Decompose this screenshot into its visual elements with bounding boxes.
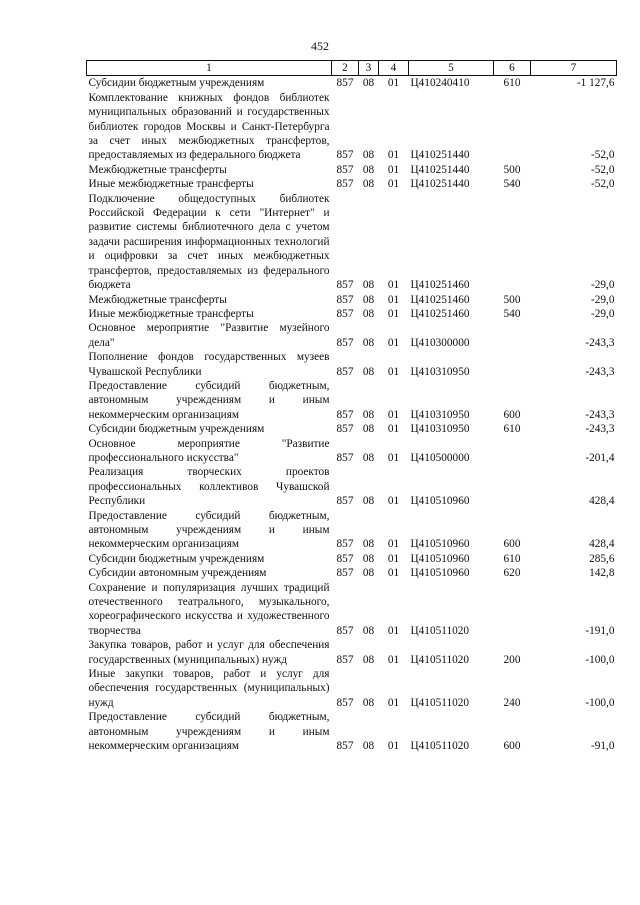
page-number: 452 bbox=[311, 39, 329, 53]
row-target-code: Ц410251440 bbox=[410, 163, 470, 176]
row-amount: -29,0 bbox=[590, 293, 615, 306]
table-header-row bbox=[87, 61, 617, 76]
row-admin-code: 857 bbox=[336, 624, 354, 637]
row-amount: 285,6 bbox=[589, 552, 615, 565]
row-name: Основное мероприятие "Развитие музейного дела" bbox=[88, 322, 330, 349]
row-admin-code: 857 bbox=[336, 567, 354, 580]
table-row bbox=[87, 163, 617, 177]
row-target-code: Ц410251440 bbox=[410, 149, 470, 162]
row-amount: -243,3 bbox=[585, 408, 615, 421]
row-section: 08 bbox=[362, 740, 375, 753]
row-name: Иные закупки товаров, работ и услуг для обеспечения государственных (муниципальных) нужд bbox=[88, 668, 330, 709]
row-name: Пополнение фондов государственных музеев Чувашской Республики bbox=[88, 351, 330, 378]
row-section: 08 bbox=[362, 336, 375, 349]
row-subsection: 01 bbox=[387, 178, 400, 191]
row-amount: -52,0 bbox=[590, 163, 615, 176]
row-expense-type: 540 bbox=[503, 307, 521, 320]
row-admin-code: 857 bbox=[336, 178, 354, 191]
row-section: 08 bbox=[362, 307, 375, 320]
table-row bbox=[87, 581, 617, 639]
row-target-code: Ц410310950 bbox=[410, 408, 470, 421]
row-section: 08 bbox=[362, 163, 375, 176]
row-amount: -1 127,6 bbox=[576, 77, 615, 90]
row-target-code: Ц410510960 bbox=[410, 552, 470, 565]
row-name: Предоставление субсидий бюджетным, автономным учреждениям и иным некоммерческим организациям bbox=[88, 509, 330, 551]
row-admin-code: 857 bbox=[336, 149, 354, 162]
row-admin-code: 857 bbox=[336, 307, 354, 320]
table-row bbox=[87, 350, 617, 379]
row-expense-type bbox=[494, 350, 531, 379]
column-header: 6 bbox=[494, 61, 531, 76]
row-section: 08 bbox=[362, 624, 375, 637]
row-target-code: Ц410251460 bbox=[410, 279, 470, 292]
row-expense-type: 600 bbox=[503, 538, 521, 551]
row-subsection: 01 bbox=[387, 279, 400, 292]
row-amount: -29,0 bbox=[590, 307, 615, 320]
row-target-code: Ц410500000 bbox=[410, 451, 470, 464]
row-section: 08 bbox=[362, 567, 375, 580]
table-row bbox=[87, 638, 617, 667]
row-subsection: 01 bbox=[387, 336, 400, 349]
row-expense-type bbox=[494, 437, 531, 466]
row-name: Подключение общедоступных библиотек Российской Федерации к сети "Интернет" и развитие системы библиотечного дела с учетом задачи расширения информационных технологий и оцифровки за счет иных межбюджетных трансфертов, предоставляемых из федерального бюджета bbox=[88, 192, 330, 292]
row-section: 08 bbox=[362, 77, 375, 90]
row-section: 08 bbox=[362, 552, 375, 565]
row-amount: -201,4 bbox=[585, 451, 615, 464]
row-target-code: Ц410310950 bbox=[410, 423, 470, 436]
table-row bbox=[87, 667, 617, 710]
row-subsection: 01 bbox=[387, 696, 400, 709]
row-subsection: 01 bbox=[387, 653, 400, 666]
row-admin-code: 857 bbox=[336, 740, 354, 753]
row-target-code: Ц410510960 bbox=[410, 567, 470, 580]
table-row bbox=[87, 422, 617, 436]
row-amount: -100,0 bbox=[585, 653, 615, 666]
row-admin-code: 857 bbox=[336, 451, 354, 464]
row-admin-code: 857 bbox=[336, 495, 354, 508]
row-subsection: 01 bbox=[387, 451, 400, 464]
row-amount: -29,0 bbox=[590, 279, 615, 292]
row-section: 08 bbox=[362, 538, 375, 551]
column-header: 2 bbox=[332, 61, 359, 76]
row-target-code: Ц410510960 bbox=[410, 495, 470, 508]
table-row bbox=[87, 76, 617, 91]
row-target-code: Ц410300000 bbox=[410, 336, 470, 349]
table-row bbox=[87, 192, 617, 293]
row-target-code: Ц410240410 bbox=[410, 77, 470, 90]
row-subsection: 01 bbox=[387, 149, 400, 162]
row-expense-type: 610 bbox=[503, 423, 521, 436]
table-row bbox=[87, 293, 617, 307]
row-expense-type: 540 bbox=[503, 178, 521, 191]
row-name: Основное мероприятие "Развитие профессионального искусства" bbox=[88, 437, 330, 464]
table-row bbox=[87, 465, 617, 508]
table-row bbox=[87, 307, 617, 321]
row-admin-code: 857 bbox=[336, 279, 354, 292]
table-row bbox=[87, 552, 617, 566]
row-name: Иные межбюджетные трансферты bbox=[88, 307, 254, 320]
row-admin-code: 857 bbox=[336, 365, 354, 378]
row-target-code: Ц410510960 bbox=[410, 538, 470, 551]
row-target-code: Ц410251460 bbox=[410, 307, 470, 320]
row-expense-type: 200 bbox=[503, 653, 521, 666]
row-admin-code: 857 bbox=[336, 552, 354, 565]
row-section: 08 bbox=[362, 279, 375, 292]
table-row bbox=[87, 509, 617, 552]
row-section: 08 bbox=[362, 653, 375, 666]
row-subsection: 01 bbox=[387, 538, 400, 551]
row-expense-type bbox=[494, 91, 531, 163]
row-section: 08 bbox=[362, 408, 375, 421]
row-target-code: Ц410511020 bbox=[410, 696, 470, 709]
row-name: Субсидии бюджетным учреждениям bbox=[88, 423, 265, 436]
row-target-code: Ц410251440 bbox=[410, 178, 470, 191]
row-target-code: Ц410310950 bbox=[410, 365, 470, 378]
row-expense-type bbox=[494, 465, 531, 508]
row-amount: -243,3 bbox=[585, 423, 615, 436]
row-expense-type bbox=[494, 321, 531, 350]
row-admin-code: 857 bbox=[336, 293, 354, 306]
row-section: 08 bbox=[362, 495, 375, 508]
row-expense-type: 600 bbox=[503, 740, 521, 753]
row-target-code: Ц410251460 bbox=[410, 293, 470, 306]
table-row bbox=[87, 379, 617, 422]
row-section: 08 bbox=[362, 149, 375, 162]
row-subsection: 01 bbox=[387, 77, 400, 90]
row-name: Реализация творческих проектов профессиональных коллективов Чувашской Республики bbox=[88, 466, 330, 508]
row-target-code: Ц410511020 bbox=[410, 740, 470, 753]
row-expense-type: 240 bbox=[503, 696, 521, 709]
row-amount: -52,0 bbox=[590, 149, 615, 162]
row-admin-code: 857 bbox=[336, 163, 354, 176]
row-name: Иные межбюджетные трансферты bbox=[88, 178, 254, 191]
row-expense-type: 610 bbox=[503, 552, 521, 565]
row-expense-type: 600 bbox=[503, 408, 521, 421]
table-row bbox=[87, 321, 617, 350]
row-section: 08 bbox=[362, 178, 375, 191]
row-expense-type: 500 bbox=[503, 163, 521, 176]
row-name: Субсидии бюджетным учреждениям bbox=[88, 77, 265, 90]
row-section: 08 bbox=[362, 293, 375, 306]
row-name: Сохранение и популяризация лучших традиций отечественного театрального, музыкального, хореографического искусства и художественного творчества bbox=[88, 581, 330, 637]
row-amount: -52,0 bbox=[590, 178, 615, 191]
row-section: 08 bbox=[362, 696, 375, 709]
row-section: 08 bbox=[362, 451, 375, 464]
row-amount: -191,0 bbox=[585, 624, 615, 637]
table-row bbox=[87, 177, 617, 191]
row-admin-code: 857 bbox=[336, 538, 354, 551]
row-amount: -91,0 bbox=[590, 740, 615, 753]
table-row bbox=[87, 566, 617, 580]
row-subsection: 01 bbox=[387, 423, 400, 436]
row-amount: -243,3 bbox=[585, 365, 615, 378]
row-name: Предоставление субсидий бюджетным, автономным учреждениям и иным некоммерческим организациям bbox=[88, 379, 330, 421]
row-admin-code: 857 bbox=[336, 423, 354, 436]
column-header: 3 bbox=[359, 61, 379, 76]
row-admin-code: 857 bbox=[336, 77, 354, 90]
row-subsection: 01 bbox=[387, 408, 400, 421]
row-name: Межбюджетные трансферты bbox=[88, 293, 227, 306]
row-admin-code: 857 bbox=[336, 653, 354, 666]
row-subsection: 01 bbox=[387, 293, 400, 306]
row-subsection: 01 bbox=[387, 567, 400, 580]
row-admin-code: 857 bbox=[336, 336, 354, 349]
column-header: 5 bbox=[409, 61, 494, 76]
table-body bbox=[87, 76, 617, 754]
column-header: 7 bbox=[531, 61, 617, 76]
row-section: 08 bbox=[362, 423, 375, 436]
row-admin-code: 857 bbox=[336, 408, 354, 421]
row-subsection: 01 bbox=[387, 624, 400, 637]
row-name: Закупка товаров, работ и услуг для обеспечения государственных (муниципальных) нужд bbox=[88, 639, 330, 666]
row-name: Комплектование книжных фондов библиотек муниципальных образований и государственных библиотек городов Москвы и Санкт-Петербурга за счет иных межбюджетных трансфертов, предоставляемых из федерального бюджета bbox=[88, 91, 330, 162]
row-expense-type: 500 bbox=[503, 293, 521, 306]
table-row bbox=[87, 710, 617, 753]
row-subsection: 01 bbox=[387, 163, 400, 176]
row-name: Субсидии автономным учреждениям bbox=[88, 567, 267, 580]
row-subsection: 01 bbox=[387, 307, 400, 320]
row-expense-type: 610 bbox=[503, 77, 521, 90]
row-subsection: 01 bbox=[387, 495, 400, 508]
row-target-code: Ц410511020 bbox=[410, 624, 470, 637]
row-target-code: Ц410511020 bbox=[410, 653, 470, 666]
row-name: Субсидии бюджетным учреждениям bbox=[88, 552, 265, 565]
budget-table bbox=[86, 60, 617, 754]
row-amount: -100,0 bbox=[585, 696, 615, 709]
row-subsection: 01 bbox=[387, 365, 400, 378]
row-name: Межбюджетные трансферты bbox=[88, 163, 227, 176]
row-expense-type bbox=[494, 192, 531, 293]
table-row bbox=[87, 437, 617, 466]
row-expense-type: 620 bbox=[503, 567, 521, 580]
column-header: 4 bbox=[379, 61, 409, 76]
row-amount: -243,3 bbox=[585, 336, 615, 349]
row-amount: 428,4 bbox=[589, 495, 615, 508]
row-section: 08 bbox=[362, 365, 375, 378]
row-admin-code: 857 bbox=[336, 696, 354, 709]
row-subsection: 01 bbox=[387, 740, 400, 753]
table-row bbox=[87, 91, 617, 163]
row-amount: 428,4 bbox=[589, 538, 615, 551]
row-amount: 142,8 bbox=[589, 567, 615, 580]
row-expense-type bbox=[494, 581, 531, 639]
row-name: Предоставление субсидий бюджетным, автономным учреждениям и иным некоммерческим организациям bbox=[88, 711, 330, 753]
row-subsection: 01 bbox=[387, 552, 400, 565]
column-header: 1 bbox=[87, 61, 332, 76]
